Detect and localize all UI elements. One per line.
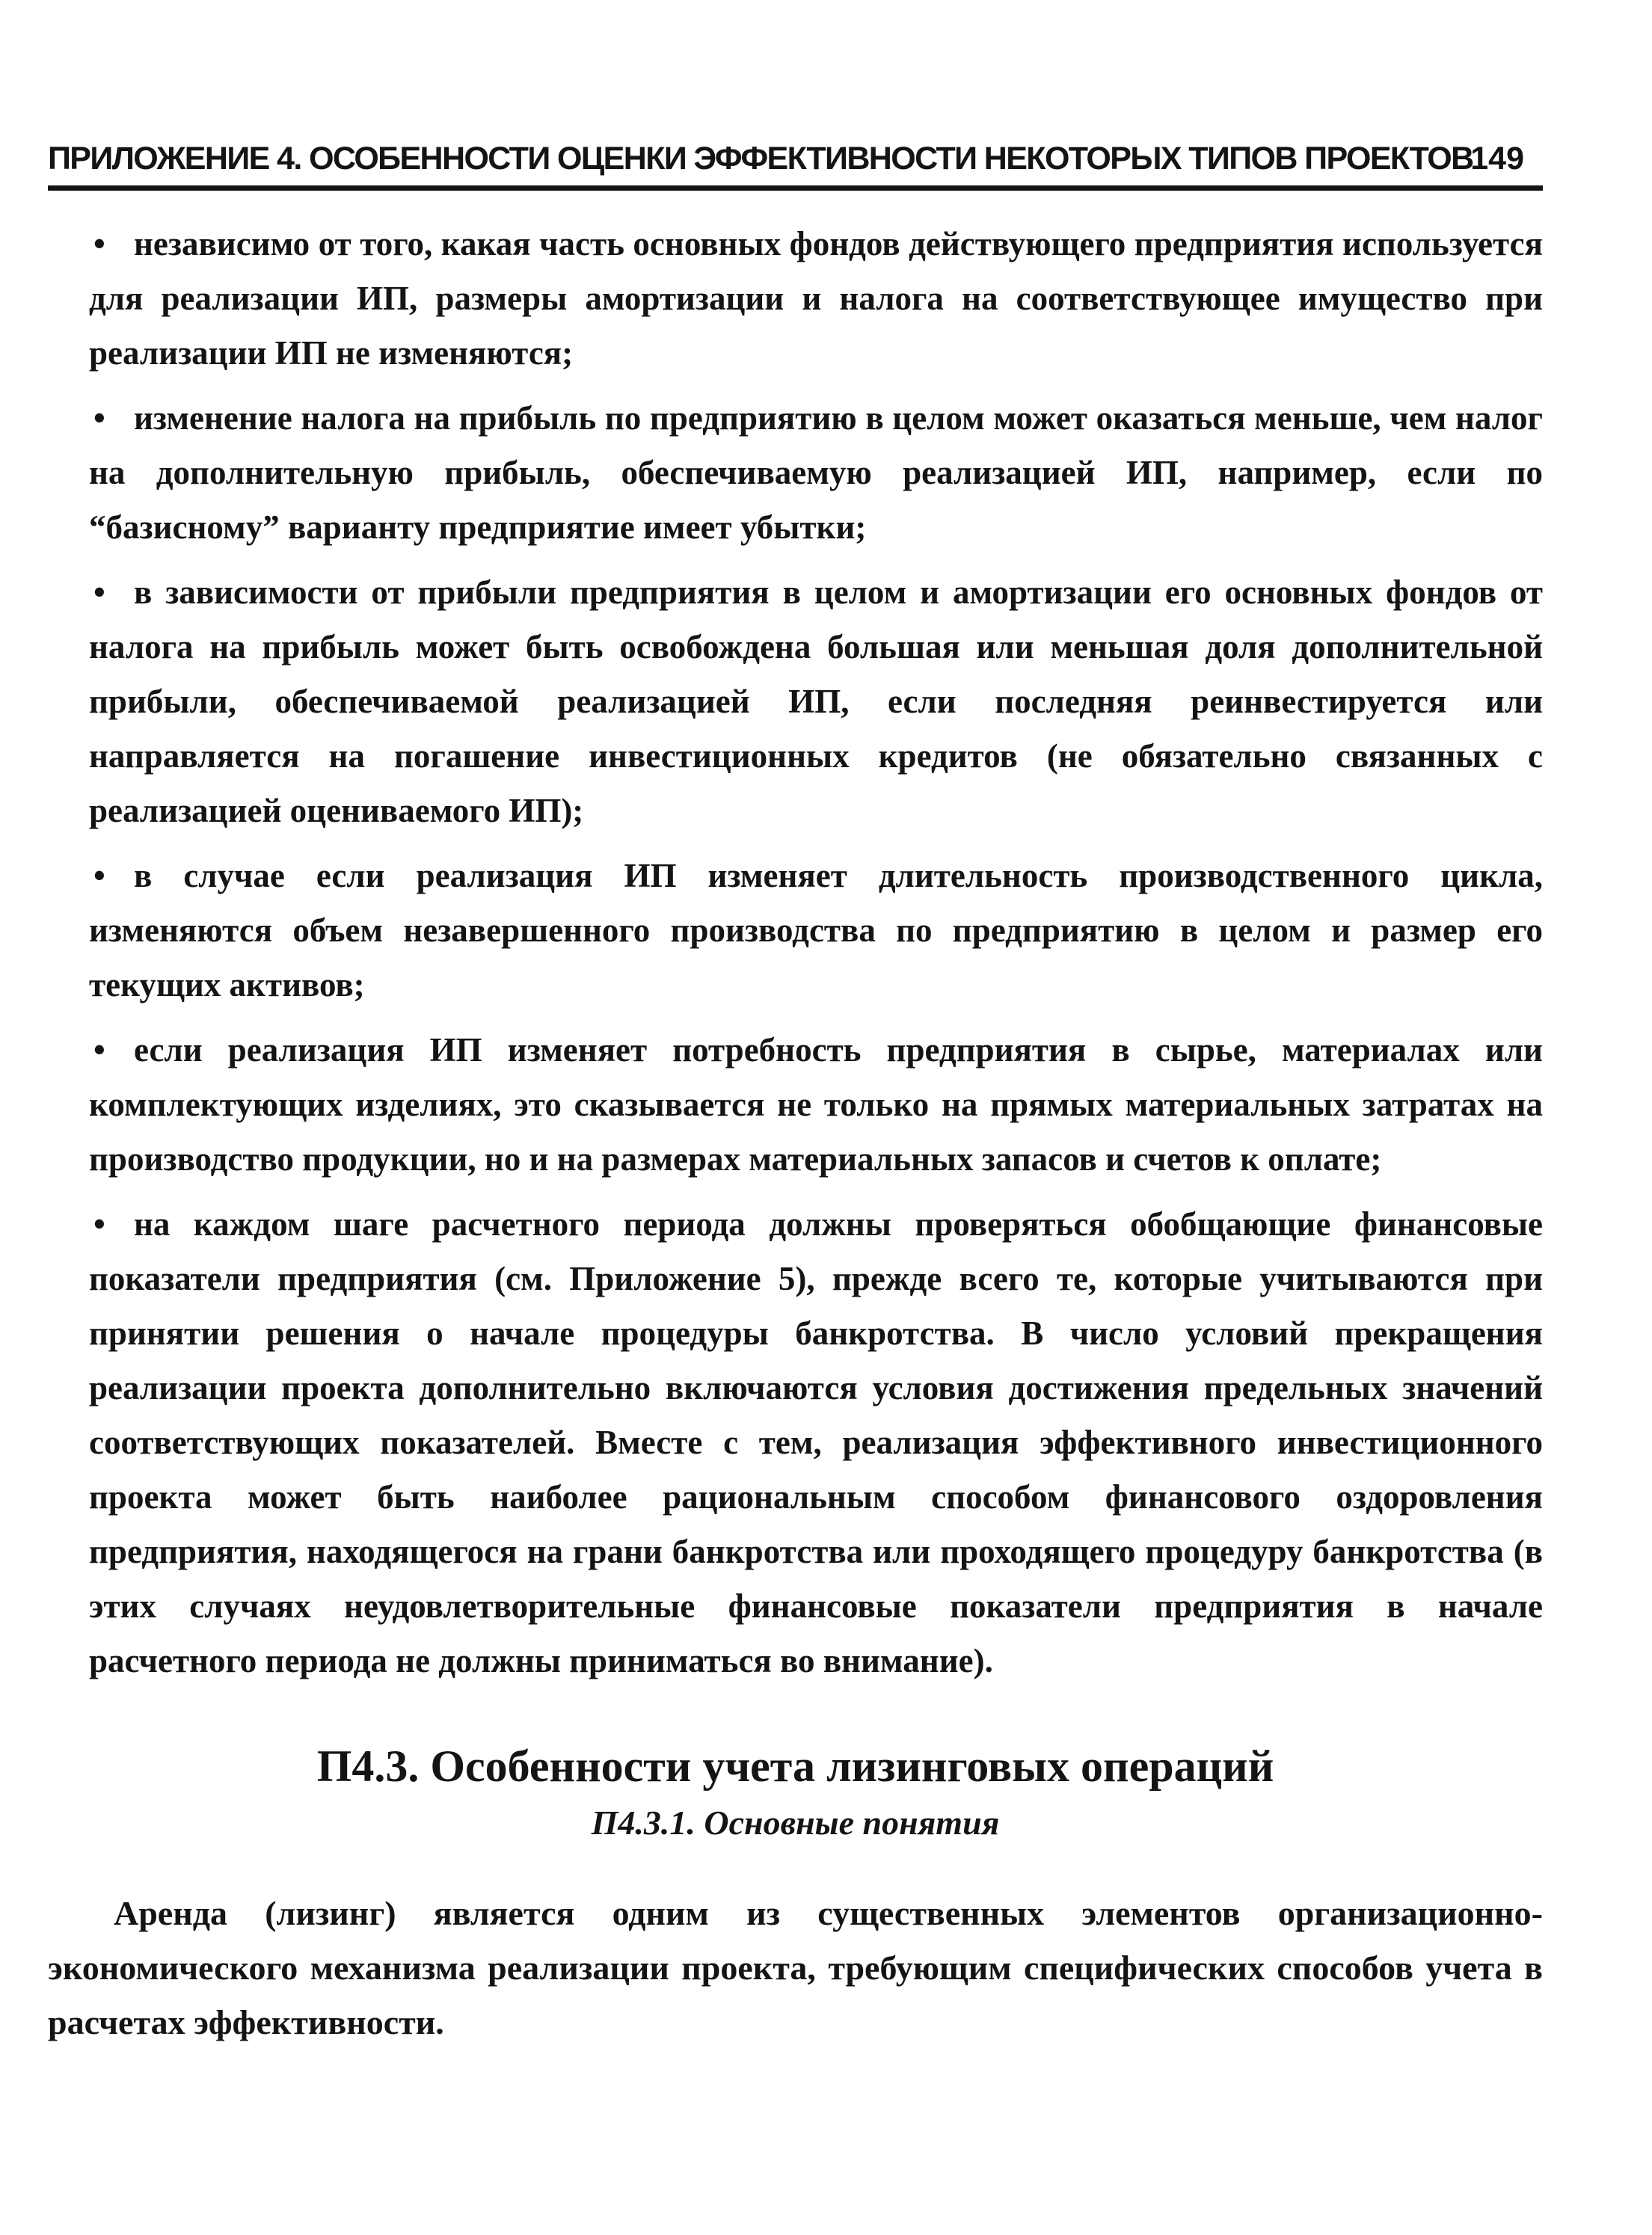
bullet-icon: • [93,1205,105,1243]
list-item [89,217,1543,381]
bullet-icon: • [93,225,105,262]
bullet-icon: • [93,1031,105,1069]
bullet-list [89,217,1543,1699]
list-item-text: изменение налога на прибыль по предприятию в целом может оказаться меньше, чем налог на дополнительную прибыль, обеспечиваемую реализацией ИП, например, если по “базисному” варианту предприятие имеет убытки; [89,399,1543,546]
section-heading: П4.3. Особенности учета лизинговых операций [316,1741,1274,1791]
bullet-icon: • [93,399,105,437]
body-paragraph: Аренда (лизинг) является одним из существенных элементов организационно-экономического механизма реализации проекта, требующим специфических способов учета в расчетах эффективности. [48,1894,1543,2041]
list-item-text: если реализация ИП изменяет потребность предприятия в сырье, материалах или комплектующих изделиях, это сказывается не только на прямых материальных затратах на производство продукции, но и на размерах материальных запасов и счетов к оплате; [89,1031,1543,1178]
page-number: 149 [1470,141,1524,176]
list-item-text: в случае если реализация ИП изменяет длительность производственного цикла, изменяются объем незавершенного производства по предприятию в целом и размер его текущих активов; [89,857,1543,1003]
subsection-heading: П4.3.1. Основные понятия [591,1804,1000,1842]
bullet-icon: • [93,574,105,611]
list-item [89,565,1543,838]
header-rule [48,185,1543,191]
list-item-text: на каждом шаге расчетного периода должны проверяться обобщающие финансовые показатели предприятия (см. Приложение 5), прежде всего те, которые учитываются при принятии решения о начале процедуры банкротства. В число условий прекращения реализации проекта дополнительно включаются условия достижения предельных значений соответствующих показателей. Вместе с тем, реализация эффективного инвестиционного проекта может быть наиболее рациональным способом финансового оздоровления предприятия, находящегося на грани банкротства или проходящего процедуру банкротства (в этих случаях неудовлетворительные финансовые показатели предприятия в начале расчетного периода не должны приниматься во внимание). [89,1205,1543,1679]
list-item-text: в зависимости от прибыли предприятия в целом и амортизации его основных фондов от налога на прибыль может быть освобождена большая или меньшая доля дополнительной прибыли, обеспечиваемой реализацией ИП, если последняя реинвестируется или направляется на погашение инвестиционных кредитов (не обязательно связанных с реализацией оцениваемого ИП); [89,574,1543,829]
list-item [89,391,1543,555]
list-item-text: независимо от того, какая часть основных фондов действующего предприятия используется для реализации ИП, размеры амортизации и налога на соответствующее имущество при реализации ИП не изменяются; [89,225,1543,372]
bullet-icon: • [93,857,105,894]
list-item [89,849,1543,1012]
list-item [89,1023,1543,1187]
list-item [89,1197,1543,1688]
running-title: ПРИЛОЖЕНИЕ 4. ОСОБЕННОСТИ ОЦЕНКИ ЭФФЕКТИВНОСТИ НЕКОТОРЫХ ТИПОВ ПРОЕКТОВ [48,141,1473,176]
